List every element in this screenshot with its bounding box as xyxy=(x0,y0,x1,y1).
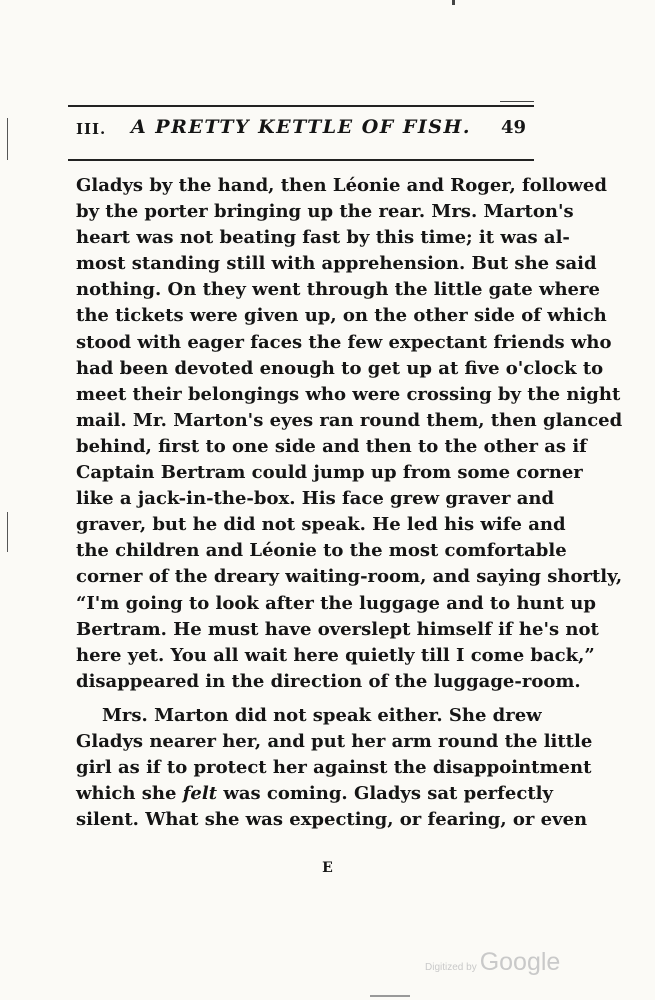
text-segment: was coming. Gladys sat perfectly xyxy=(223,783,553,805)
margin-mark xyxy=(7,118,8,160)
next-page-bleed xyxy=(370,995,410,997)
page-edge-mark xyxy=(452,0,455,5)
header-top-rule xyxy=(68,105,534,107)
digitization-watermark xyxy=(425,948,560,977)
text-line: silent. What she was expecting, or fearing, or even xyxy=(76,809,588,831)
text-line: Captain Bertram could jump up from some corner xyxy=(76,462,583,484)
text-line: Gladys by the hand, then Léonie and Roger, followed xyxy=(76,175,607,196)
margin-mark xyxy=(7,512,8,552)
text-line: the children and Léonie to the most comfortable xyxy=(76,540,567,562)
chapter-number: III. xyxy=(76,120,107,138)
header-rule-fragment xyxy=(500,101,534,102)
paragraph-start-line: Mrs. Marton did not speak either. She drew xyxy=(102,704,542,726)
text-line: the tickets were given up, on the other side of which xyxy=(76,305,607,327)
text-line: nothing. On they went through the little gate where xyxy=(76,279,600,301)
text-line: here yet. You all wait here quietly till I come back,” xyxy=(76,644,595,666)
text-line-with-italic xyxy=(76,781,553,807)
text-line: meet their belongings who were crossing by the night xyxy=(76,383,621,405)
text-line: Gladys nearer her, and put her arm round the little xyxy=(76,730,593,752)
running-title: A PRETTY KETTLE OF FISH. xyxy=(130,116,472,138)
text-line: graver, but he did not speak. He led his wife and xyxy=(76,514,566,536)
text-line: stood with eager faces the few expectant friends who xyxy=(76,331,612,353)
text-line: Bertram. He must have overslept himself if he's not xyxy=(76,618,599,640)
page-number: 49 xyxy=(500,117,526,138)
text-line: corner of the dreary waiting-room, and saying shortly, xyxy=(76,566,623,588)
text-line: had been devoted enough to get up at five o'clock to xyxy=(76,357,604,379)
paragraph-end-line: disappeared in the direction of the luggage-room. xyxy=(76,670,581,692)
text-line: behind, first to one side and then to the other as if xyxy=(76,435,587,457)
text-segment: which she xyxy=(76,783,177,805)
italic-word: felt xyxy=(182,783,218,805)
text-line: by the porter bringing up the rear. Mrs. Marton's xyxy=(76,201,574,223)
body-text xyxy=(76,173,623,833)
watermark-prefix: Digitized by xyxy=(425,962,477,973)
text-line: mail. Mr. Marton's eyes ran round them, then glanced xyxy=(76,409,623,431)
google-logo: Google xyxy=(479,948,561,976)
header-bottom-rule xyxy=(68,159,534,161)
text-line: heart was not beating fast by this time; it was al- xyxy=(76,227,570,249)
text-line: girl as if to protect her against the disappointment xyxy=(76,757,592,779)
text-line: “I'm going to look after the luggage and to hunt up xyxy=(76,592,596,614)
text-line: most standing still with apprehension. But she said xyxy=(76,253,597,275)
signature-mark: E xyxy=(322,860,333,876)
text-line: like a jack-in-the-box. His face grew graver and xyxy=(76,488,555,510)
running-header xyxy=(68,116,534,146)
